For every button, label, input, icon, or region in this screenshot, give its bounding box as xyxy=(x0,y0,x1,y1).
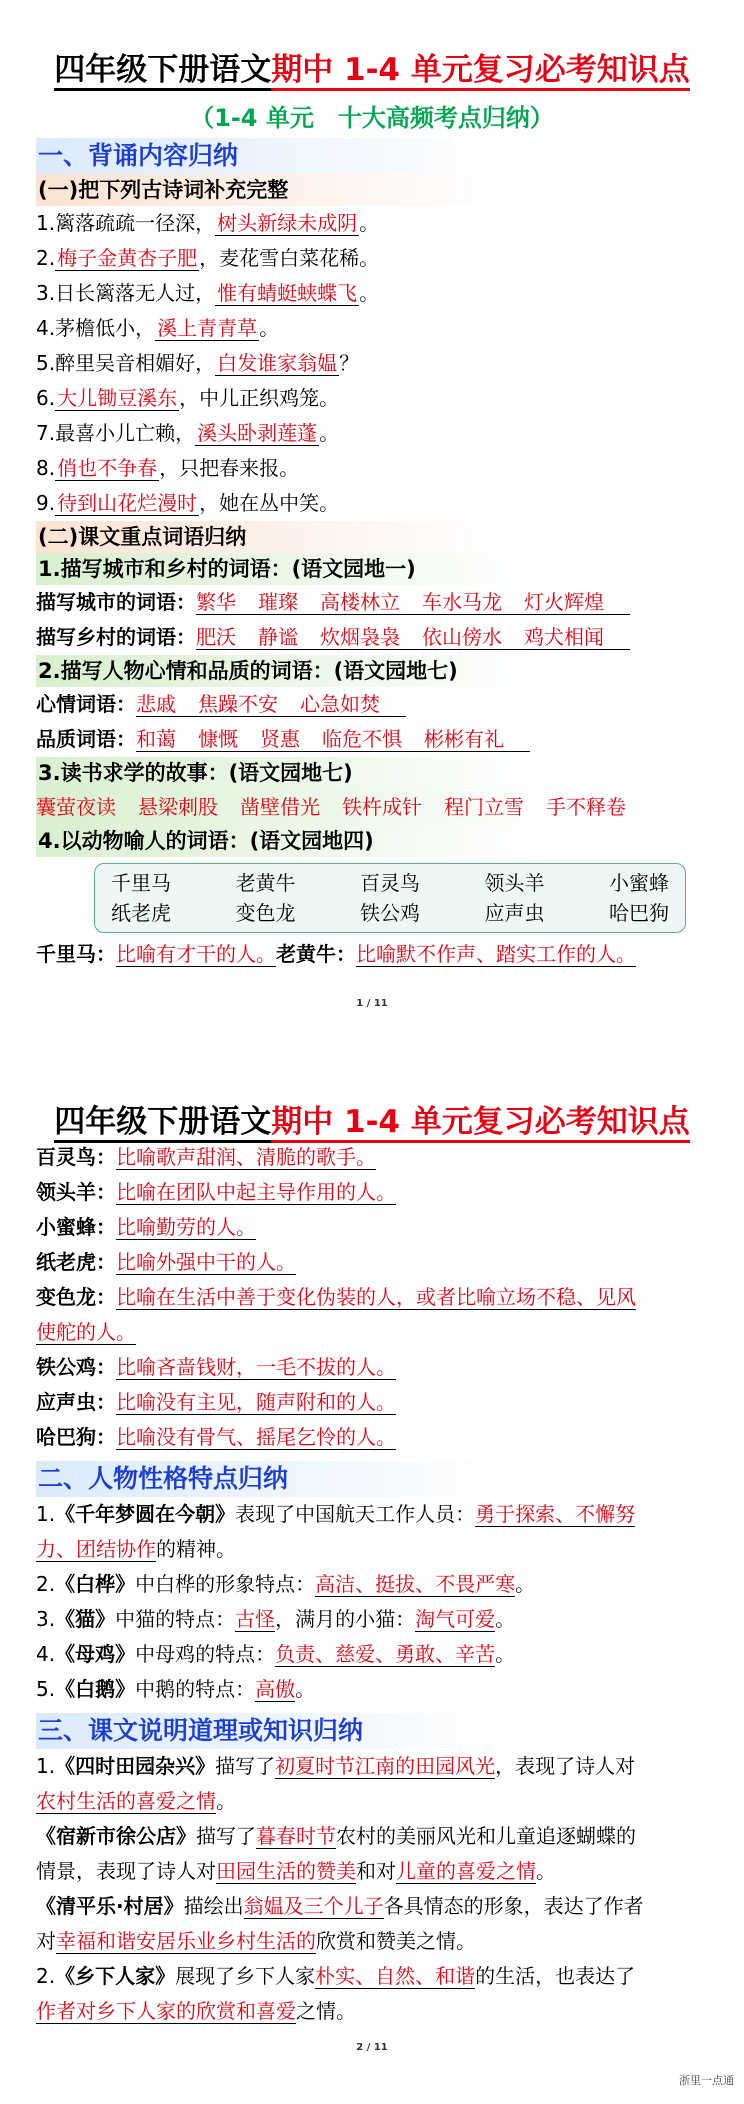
meaning-label: 哈巴狗： xyxy=(36,1425,116,1449)
poem-prefix: 3.日长篱落无人过， xyxy=(36,281,216,305)
poem-line xyxy=(36,451,708,486)
meaning-line xyxy=(36,1420,708,1455)
animal-word: 应声虫 xyxy=(484,901,545,925)
page-title-2: 四年级下册语文期中 1-4 单元复习必考知识点 xyxy=(36,1052,708,1140)
watermark: 浙里一点通 xyxy=(679,2074,734,2087)
poem-suffix: 。 xyxy=(359,281,380,305)
word: 依山傍水 xyxy=(422,625,502,649)
lesson-1-cont: 农村生活的喜爱之情。 xyxy=(36,1789,236,1813)
word: 贤惠 xyxy=(260,727,300,751)
word: 临危不惧 xyxy=(322,727,402,751)
meaning-line xyxy=(36,1175,708,1210)
poem-answer: 树头新绿未成阴 xyxy=(217,211,358,235)
animal-word: 百灵鸟 xyxy=(360,871,420,895)
animal-row-2 xyxy=(105,898,675,928)
meaning-label: 铁公鸡： xyxy=(36,1355,116,1379)
poem-suffix: ，她在丛中笑。 xyxy=(199,491,340,515)
city-words-row: 描写城市的词语：繁华 璀璨 高楼林立 车水马龙 灯火辉煌 xyxy=(36,585,708,620)
poem-suffix: 。 xyxy=(359,211,380,235)
char-1-cont: 力、团结协作的精神。 xyxy=(36,1537,236,1561)
word: 焦躁不安 xyxy=(198,692,278,716)
word: 心急如焚 xyxy=(300,692,380,716)
word: 鸡犬相闻 xyxy=(524,625,604,649)
animal-meanings-2 xyxy=(36,1350,708,1455)
meaning-chameleon: 变色龙：比喻在生活中善于变化伪装的人，或者比喻立场不稳、见风 xyxy=(36,1285,636,1309)
meaning-label: 应声虫： xyxy=(36,1390,116,1414)
meaning-line xyxy=(36,1385,708,1420)
poem-line xyxy=(36,381,708,416)
char-3: 3.《猫》中猫的特点：古怪，满月的小猫：淘气可爱。 xyxy=(36,1607,516,1631)
poem-answer: 惟有蜻蜓蛱蝶飞 xyxy=(217,281,358,305)
poem-prefix: 5.醉里吴音相媚好， xyxy=(36,351,216,375)
meaning-label: 领头羊： xyxy=(36,1180,116,1204)
meaning-line xyxy=(36,1245,708,1280)
meaning-text: 比喻没有主见，随声附和的人。 xyxy=(116,1390,396,1414)
meaning-chameleon-cont: 使舵的人。 xyxy=(36,1320,136,1344)
animal-word: 千里马 xyxy=(111,871,171,895)
lesson-3-cont: 对幸福和谐安居乐业乡村生活的欣赏和赞美之情。 xyxy=(36,1929,476,1953)
meaning-text: 比喻在团队中起主导作用的人。 xyxy=(116,1180,396,1204)
animal-word: 小蜜蜂 xyxy=(609,871,669,895)
char-4: 4.《母鸡》中母鸡的特点：负责、慈爱、勇敢、辛苦。 xyxy=(36,1642,516,1666)
study-story-words xyxy=(36,789,708,825)
word: 静谧 xyxy=(258,625,298,649)
lesson-2-cont: 情景，表现了诗人对田园生活的赞美和对儿童的喜爱之情。 xyxy=(36,1859,556,1883)
meaning-text: 比喻吝啬钱财，一毛不拔的人。 xyxy=(116,1355,396,1379)
page-2 xyxy=(0,1052,744,2104)
lesson-2: 《宿新市徐公店》描写了暮春时节农村的美丽风光和儿童追逐蝴蝶的 xyxy=(36,1824,636,1848)
word: 手不释卷 xyxy=(546,795,626,819)
poem-suffix: ，只把春来报。 xyxy=(159,456,300,480)
page-title: 四年级下册语文期中 1-4 单元复习必考知识点 xyxy=(36,0,708,88)
word: 慷慨 xyxy=(198,727,238,751)
poem-answer: 大儿锄豆溪东 xyxy=(57,386,178,410)
meaning-text: 比喻外强中干的人。 xyxy=(116,1250,296,1274)
char-5: 5.《白鹅》中鹅的特点：高傲。 xyxy=(36,1677,316,1701)
poem-prefix: 9. xyxy=(36,491,56,515)
char-2: 2.《白桦》中白桦的形象特点：高洁、挺拔、不畏严寒。 xyxy=(36,1572,536,1596)
word: 璀璨 xyxy=(258,590,298,614)
poem-line xyxy=(36,311,708,346)
village-words-row: 描写乡村的词语：肥沃 静谧 炊烟袅袅 依山傍水 鸡犬相闻 xyxy=(36,620,708,655)
poem-prefix: 1.篱落疏疏一径深， xyxy=(36,211,216,235)
meaning-text: 比喻没有骨气、摇尾乞怜的人。 xyxy=(116,1425,396,1449)
animal-word: 老黄牛 xyxy=(235,871,296,895)
animal-meanings xyxy=(36,1140,708,1280)
word: 繁华 xyxy=(196,590,236,614)
poem-line xyxy=(36,276,708,311)
animal-word: 哈巴狗 xyxy=(609,901,669,925)
poem-suffix: 。 xyxy=(319,421,340,445)
poem-line xyxy=(36,486,708,521)
animal-words-box xyxy=(94,863,686,933)
meaning-label: 百灵鸟： xyxy=(36,1145,116,1169)
word: 彬彬有礼 xyxy=(424,727,504,751)
poem-line xyxy=(36,241,708,276)
section-3-title: 三、课文说明道理或知识归纳 xyxy=(36,1713,708,1749)
poem-prefix: 6. xyxy=(36,386,56,410)
animal-row-1 xyxy=(105,868,675,898)
poem-prefix: 2. xyxy=(36,246,56,270)
animal-word: 领头羊 xyxy=(484,871,545,895)
meaning-line xyxy=(36,1350,708,1385)
word: 悬梁刺股 xyxy=(138,795,218,819)
part-1-title: (一)把下列古诗词补充完整 xyxy=(36,174,708,206)
word: 炊烟袅袅 xyxy=(320,625,400,649)
poem-suffix: ，麦花雪白菜花稀。 xyxy=(199,246,380,270)
poem-suffix: ？ xyxy=(339,351,360,375)
lesson-1: 1.《四时田园杂兴》描写了初夏时节江南的田园风光，表现了诗人对 xyxy=(36,1754,636,1778)
poem-line xyxy=(36,346,708,381)
animal-word: 纸老虎 xyxy=(111,901,171,925)
lesson-3: 《清平乐·村居》描绘出翁媪及三个儿子各具情态的形象，表达了作者 xyxy=(36,1894,644,1918)
poem-prefix: 7.最喜小儿亡赖， xyxy=(36,421,196,445)
meaning-line xyxy=(36,1210,708,1245)
animal-word: 铁公鸡 xyxy=(360,901,420,925)
lesson-4: 2.《乡下人家》展现了乡下人家朴实、自然、和谐的生活，也表达了 xyxy=(36,1964,636,1988)
meaning-line xyxy=(36,1140,708,1175)
group-1-title: 1.描写城市和乡村的词语：(语文园地一) xyxy=(36,553,708,585)
poem-answer: 白发谁家翁媪 xyxy=(217,351,338,375)
lesson-4-cont: 作者对乡下人家的欣赏和喜爱之情。 xyxy=(36,1999,356,2023)
poem-answer: 溪上青青草 xyxy=(157,316,258,340)
word: 悲戚 xyxy=(136,692,176,716)
meaning-text: 比喻勤劳的人。 xyxy=(116,1215,256,1239)
mood-words-row: 心情词语：悲戚 焦躁不安 心急如焚 xyxy=(36,687,708,722)
poem-answer: 梅子金黄杏子肥 xyxy=(57,246,198,270)
poem-prefix: 8. xyxy=(36,456,56,480)
word: 凿壁借光 xyxy=(240,795,320,819)
poem-line xyxy=(36,416,708,451)
group-4-title: 4.以动物喻人的词语：(语文园地四) xyxy=(36,825,708,857)
poem-line xyxy=(36,206,708,241)
animal-word: 变色龙 xyxy=(235,901,296,925)
subtitle: （1-4 单元 十大高频考点归纳） xyxy=(190,104,554,132)
poem-suffix: ，中儿正织鸡笼。 xyxy=(179,386,340,410)
meaning-label: 小蜜蜂： xyxy=(36,1215,116,1239)
quality-words-row: 品质词语：和蔼 慷慨 贤惠 临危不惧 彬彬有礼 xyxy=(36,722,708,757)
meaning-label: 纸老虎： xyxy=(36,1250,116,1274)
poem-answer: 俏也不争春 xyxy=(57,456,158,480)
page-number: 1 / 11 xyxy=(356,998,388,1009)
poem-list xyxy=(36,206,708,521)
poem-suffix: 。 xyxy=(259,316,280,340)
word: 囊萤夜读 xyxy=(36,795,116,819)
word: 高楼林立 xyxy=(320,590,400,614)
poem-prefix: 4.茅檐低小， xyxy=(36,316,156,340)
poem-answer: 待到山花烂漫时 xyxy=(57,491,198,515)
word: 车水马龙 xyxy=(422,590,502,614)
page-number-2: 2 / 11 xyxy=(356,2042,388,2053)
word: 肥沃 xyxy=(196,625,236,649)
group-2-title: 2.描写人物心情和品质的词语：(语文园地七) xyxy=(36,655,708,687)
word: 灯火辉煌 xyxy=(524,590,604,614)
group-3-title: 3.读书求学的故事：(语文园地七) xyxy=(36,757,708,789)
word: 铁杵成针 xyxy=(342,795,422,819)
section-2-title: 二、人物性格特点归纳 xyxy=(36,1461,708,1497)
meaning-text: 比喻歌声甜润、清脆的歌手。 xyxy=(116,1145,376,1169)
part-2-title: (二)课文重点词语归纳 xyxy=(36,521,708,553)
poem-answer: 溪头卧剥莲蓬 xyxy=(197,421,318,445)
section-1-title: 一、背诵内容归纳 xyxy=(36,138,708,174)
char-1: 1.《千年梦圆在今朝》表现了中国航天工作人员：勇于探索、不懈努 xyxy=(36,1502,636,1526)
word: 和蔼 xyxy=(136,727,176,751)
word: 程门立雪 xyxy=(444,795,524,819)
meaning-row: 千里马：比喻有才干的人。老黄牛：比喻默不作声、踏实工作的人。 xyxy=(36,942,636,966)
